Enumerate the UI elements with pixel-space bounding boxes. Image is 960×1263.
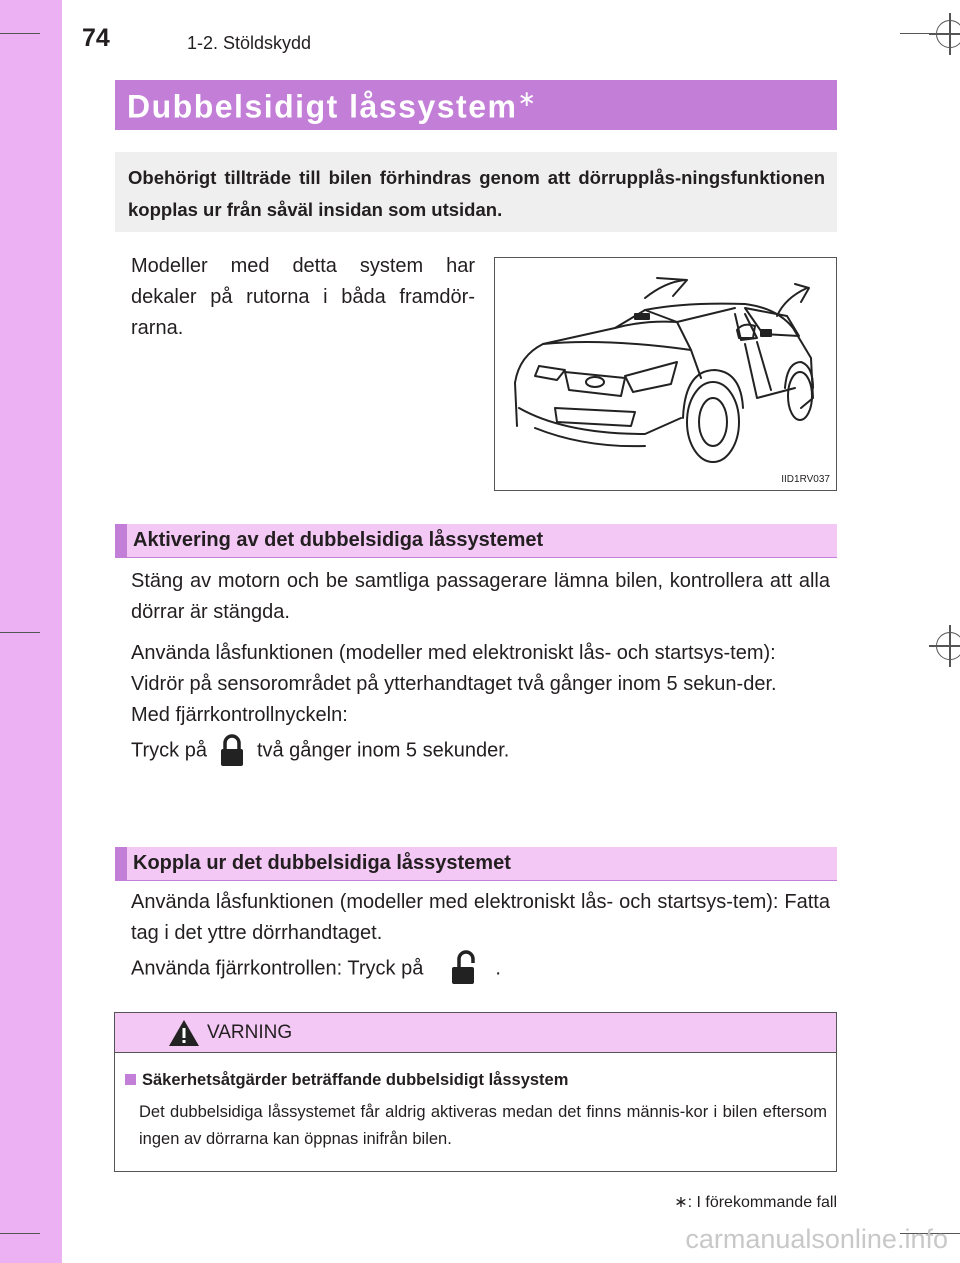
warning-body: Det dubbelsidiga låssystemet får aldrig aktiveras medan det finns männis-kor i bilen eftersom ingen av dörrarna kan öppnas inifrån bilen. — [139, 1103, 827, 1148]
deactivation-heading-bar — [115, 847, 837, 881]
deactivation-step-1: Använda låsfunktionen (modeller med elektroniskt lås- och startsys-tem): Fatta tag i det yttre dörrhandtaget. — [131, 891, 830, 944]
activation-step-1: Stäng av motorn och be samtliga passagerare lämna bilen, kontrollera att alla dörrar är stängda. — [131, 570, 830, 623]
crop-mark — [0, 632, 40, 633]
warning-subheading: Säkerhetsåtgärder beträffande dubbelsidigt låssystem — [125, 1071, 568, 1090]
intro-box — [115, 152, 837, 232]
car-drawing — [495, 258, 836, 490]
warning-box — [114, 1012, 837, 1172]
activation-remote-label: Med fjärrkontrollnyckeln: — [131, 704, 348, 726]
footnote-mark: ∗ — [674, 1194, 688, 1211]
bullet-square-icon — [125, 1074, 136, 1085]
warning-header — [115, 1013, 836, 1053]
figure-code: IID1RV037 — [781, 474, 830, 485]
models-note: Modeller med detta system har dekaler på rutorna i båda framdör-rarna. — [131, 255, 475, 339]
title-footnote-mark: ∗ — [517, 86, 538, 111]
intro-text: Obehörigt tillträde till bilen förhindras genom att dörrupplås-ningsfunktionen kopplas ur från såväl insidan som utsidan. — [128, 167, 825, 220]
car-illustration — [494, 257, 837, 491]
activation-heading-bar — [115, 524, 837, 558]
activation-step-2: Använda låsfunktionen (modeller med elektroniskt lås- och startsys-tem): — [131, 642, 776, 664]
activation-heading: Aktivering av det dubbelsidiga låssystemet — [133, 529, 544, 551]
activation-remote-instruction: Tryck på två gånger inom 5 sekunder. — [131, 731, 830, 771]
registration-mark-icon — [936, 632, 960, 660]
warning-triangle-icon — [167, 1018, 201, 1048]
watermark: carmanualsonline.info — [685, 1224, 948, 1254]
registration-mark-icon — [936, 20, 960, 48]
lock-icon — [217, 731, 247, 771]
page-title-bar — [115, 80, 837, 130]
deactivation-heading: Koppla ur det dubbelsidiga låssystemet — [133, 852, 511, 874]
activation-step-2-detail: Vidrör på sensorområdet på ytterhandtaget två gånger inom 5 sekun-der. — [131, 673, 777, 695]
deactivation-remote-instruction: Använda fjärrkontrollen: Tryck på . — [131, 949, 830, 989]
activation-text — [131, 566, 830, 771]
deactivation-text — [131, 887, 830, 989]
crop-mark — [0, 33, 40, 34]
crop-mark — [0, 1233, 40, 1234]
warning-title: VARNING — [207, 1022, 293, 1043]
unlock-icon — [449, 949, 479, 989]
page-number: 74 — [82, 24, 110, 52]
page-title: Dubbelsidigt låssystem∗ — [127, 86, 538, 125]
section-label: 1-2. Stöldskydd — [187, 33, 312, 53]
footnote: ∗: I förekommande fall — [674, 1194, 837, 1211]
